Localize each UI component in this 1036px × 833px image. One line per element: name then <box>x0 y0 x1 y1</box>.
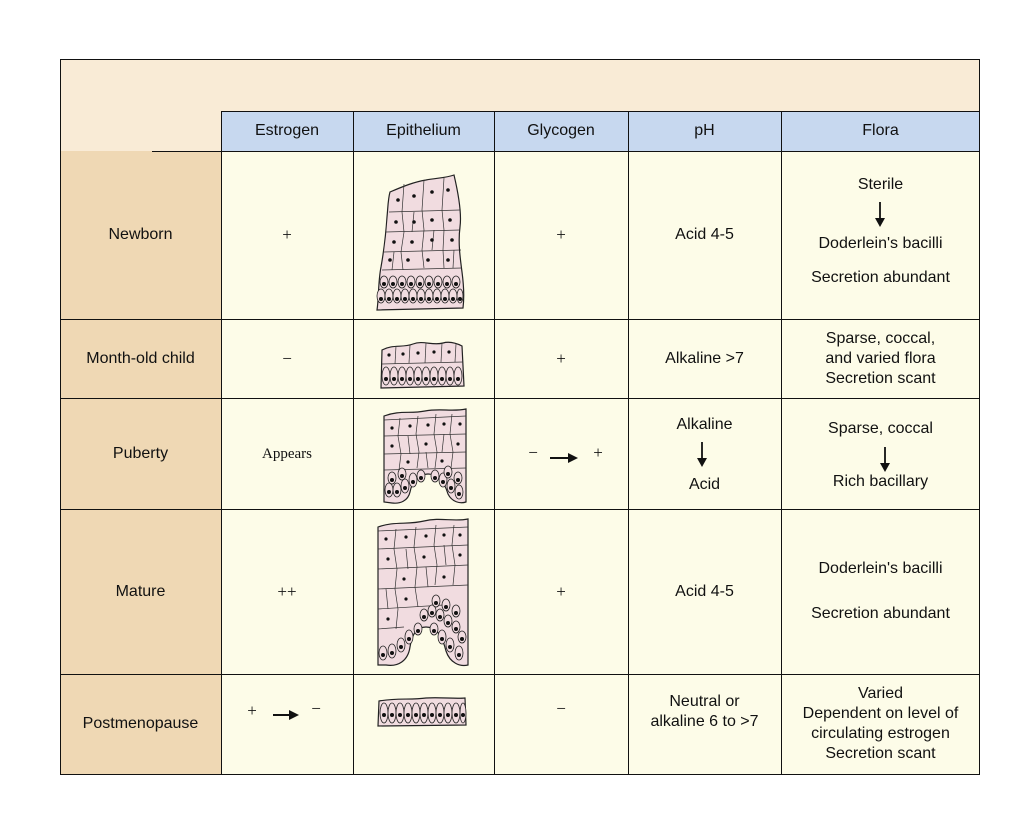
header-ph: pH <box>694 122 715 139</box>
arrow-down-icon <box>874 202 886 228</box>
estrogen-mature: ++ <box>277 581 297 601</box>
flora-newborn-bottom: Doderlein's bacilli <box>818 235 943 252</box>
flora-line: Secretion scant <box>825 745 936 762</box>
ph-line: alkaline 6 to >7 <box>650 712 759 730</box>
glycogen-month-old: + <box>556 348 566 368</box>
estrogen-month-old: − <box>282 348 292 368</box>
flora-mature-line2: Secretion abundant <box>811 605 950 622</box>
header-flora: Flora <box>862 122 899 139</box>
estrogen-postmenopause-to: − <box>311 699 321 718</box>
flora-line: Secretion scant <box>825 369 936 387</box>
ph-puberty-top: Alkaline <box>676 416 733 433</box>
ph-month-old: Alkaline >7 <box>665 349 744 367</box>
row-label-mature: Mature <box>115 582 166 600</box>
header-estrogen: Estrogen <box>254 122 320 139</box>
arrow-right-icon <box>550 453 578 463</box>
header-glycogen: Glycogen <box>527 122 595 139</box>
row-label-newborn: Newborn <box>108 226 173 243</box>
header-epithelium: Epithelium <box>386 122 461 139</box>
ph-newborn: Acid 4-5 <box>675 226 734 243</box>
flora-line: Dependent on level of <box>802 705 959 722</box>
flora-line: Varied <box>857 685 904 702</box>
arrow-right-icon <box>273 710 299 720</box>
glycogen-newborn: + <box>556 225 566 244</box>
flora-line: and varied flora <box>825 349 936 367</box>
ph-postmenopause <box>628 674 781 749</box>
row-label-postmenopause: Postmenopause <box>82 715 199 732</box>
glycogen-puberty-to: + <box>593 443 603 462</box>
flora-postmenopause <box>781 674 980 774</box>
ph-line: Neutral or <box>669 692 740 710</box>
epithelium-postmenopause-illustration <box>376 695 468 729</box>
flora-line: Sparse, coccal, <box>825 329 936 347</box>
glycogen-mature: + <box>556 581 566 601</box>
row-label-month-old-child: Month-old child <box>86 349 195 367</box>
flora-newborn-extra: Secretion abundant <box>811 269 950 286</box>
epithelium-month-old-illustration <box>378 338 466 390</box>
arrow-down-icon <box>696 442 708 468</box>
epithelium-mature-illustration <box>374 515 472 669</box>
vaginal-physiology-table <box>60 59 980 775</box>
flora-puberty-top: Sparse, coccal <box>828 420 933 437</box>
flora-puberty-bottom: Rich bacillary <box>832 473 929 490</box>
ph-puberty-bottom: Acid <box>688 476 721 493</box>
glycogen-puberty-from: − <box>528 443 538 462</box>
row-label-puberty: Puberty <box>112 444 169 462</box>
flora-month-old <box>781 319 980 398</box>
arrow-down-icon <box>879 447 891 473</box>
flora-line: circulating estrogen <box>811 725 950 742</box>
glycogen-postmenopause: − <box>556 699 566 718</box>
ph-mature: Acid 4-5 <box>675 582 734 600</box>
flora-mature-line1: Doderlein's bacilli <box>818 560 943 577</box>
estrogen-newborn: + <box>282 225 292 244</box>
estrogen-postmenopause-from: + <box>247 701 257 720</box>
estrogen-puberty: Appears <box>262 445 312 462</box>
flora-newborn-top: Sterile <box>857 176 904 193</box>
epithelium-newborn-illustration <box>374 172 469 312</box>
epithelium-puberty-illustration <box>380 406 470 506</box>
